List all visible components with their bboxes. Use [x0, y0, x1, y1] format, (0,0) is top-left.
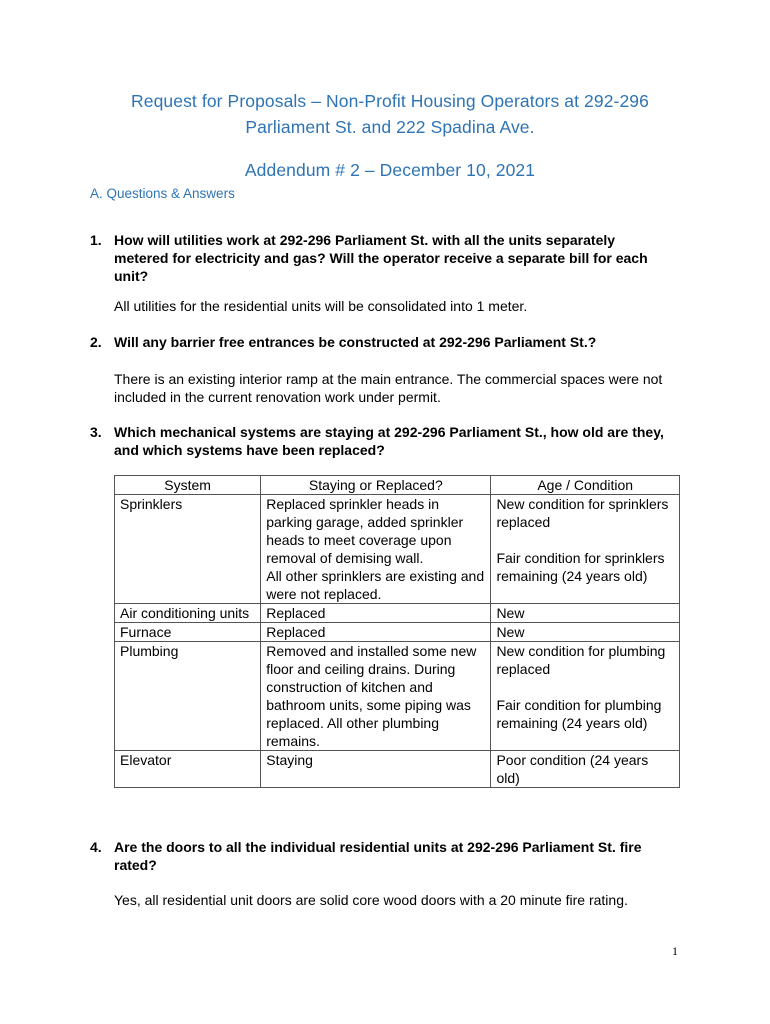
status-cell: Replaced: [261, 604, 491, 623]
table-row: [115, 751, 680, 788]
question-3: [90, 423, 670, 459]
condition-cell: New: [491, 623, 680, 642]
answer-2: There is an existing interior ramp at the main entrance. The commercial spaces were not included in the current renovation work under permit.: [114, 371, 663, 405]
status-cell: Staying: [261, 751, 491, 788]
system-cell: Furnace: [115, 623, 261, 642]
condition-text: New condition for plumbing replaced: [496, 643, 666, 677]
question-text: How will utilities work at 292-296 Parliament St. with all the units separately metered for electricity and gas? Will the operator receive a separate bill for each unit?: [114, 232, 648, 284]
table-row: [115, 495, 680, 604]
question-1: [90, 231, 670, 285]
question-text: Are the doors to all the individual residential units at 292-296 Parliament St. fire rated?: [114, 839, 642, 873]
document-title-line-2: Parliament St. and 222 Spadina Ave.: [245, 117, 535, 137]
status-text: All other sprinklers are existing and were not replaced.: [266, 568, 485, 602]
condition-text: Fair condition for plumbing remaining (24 years old): [496, 697, 662, 731]
question-number: 3.: [90, 424, 102, 440]
table-header-row: [115, 476, 680, 495]
condition-cell: Poor condition (24 years old): [491, 751, 680, 788]
column-header-status: Staying or Replaced?: [261, 476, 491, 495]
status-cell: Replaced: [261, 623, 491, 642]
question-4: [90, 838, 670, 874]
addendum-heading: Addendum # 2 – December 10, 2021: [244, 160, 536, 180]
systems-table: [114, 475, 680, 788]
question-number: 2.: [90, 334, 102, 350]
condition-cell: New: [491, 604, 680, 623]
condition-cell: [491, 642, 680, 751]
table-row: [115, 623, 680, 642]
status-text: Replaced sprinkler heads in parking garage, added sprinkler heads to meet coverage upon removal of demising wall.: [266, 496, 464, 566]
status-cell: [261, 495, 491, 604]
question-2: [90, 333, 670, 351]
question-number: 1.: [90, 232, 102, 248]
column-header-condition: Age / Condition: [491, 476, 680, 495]
question-text: Will any barrier free entrances be constructed at 292-296 Parliament St.?: [114, 334, 597, 350]
answer-1: All utilities for the residential units will be consolidated into 1 meter.: [114, 298, 528, 314]
table-row: [115, 604, 680, 623]
question-text: Which mechanical systems are staying at 292-296 Parliament St., how old are they, and which systems have been replaced?: [114, 424, 664, 458]
condition-text: New condition for sprinklers replaced: [496, 496, 669, 530]
column-header-system: System: [115, 476, 261, 495]
system-cell: Air conditioning units: [115, 604, 261, 623]
page-number: 1: [672, 944, 678, 958]
system-cell: Plumbing: [115, 642, 261, 751]
system-cell: Sprinklers: [115, 495, 261, 604]
condition-text: Fair condition for sprinklers remaining (24 years old): [496, 550, 665, 584]
answer-4: Yes, all residential unit doors are solid core wood doors with a 20 minute fire rating.: [114, 892, 628, 908]
question-number: 4.: [90, 839, 102, 855]
document-title-line-1: Request for Proposals – Non-Profit Housing Operators at 292-296: [131, 91, 649, 111]
table-row: [115, 642, 680, 751]
status-cell: Removed and installed some new floor and ceiling drains. During construction of kitchen and bathroom units, some piping was replaced. All other plumbing remains.: [261, 642, 491, 751]
condition-cell: [491, 495, 680, 604]
section-heading: A. Questions & Answers: [90, 186, 235, 201]
system-cell: Elevator: [115, 751, 261, 788]
